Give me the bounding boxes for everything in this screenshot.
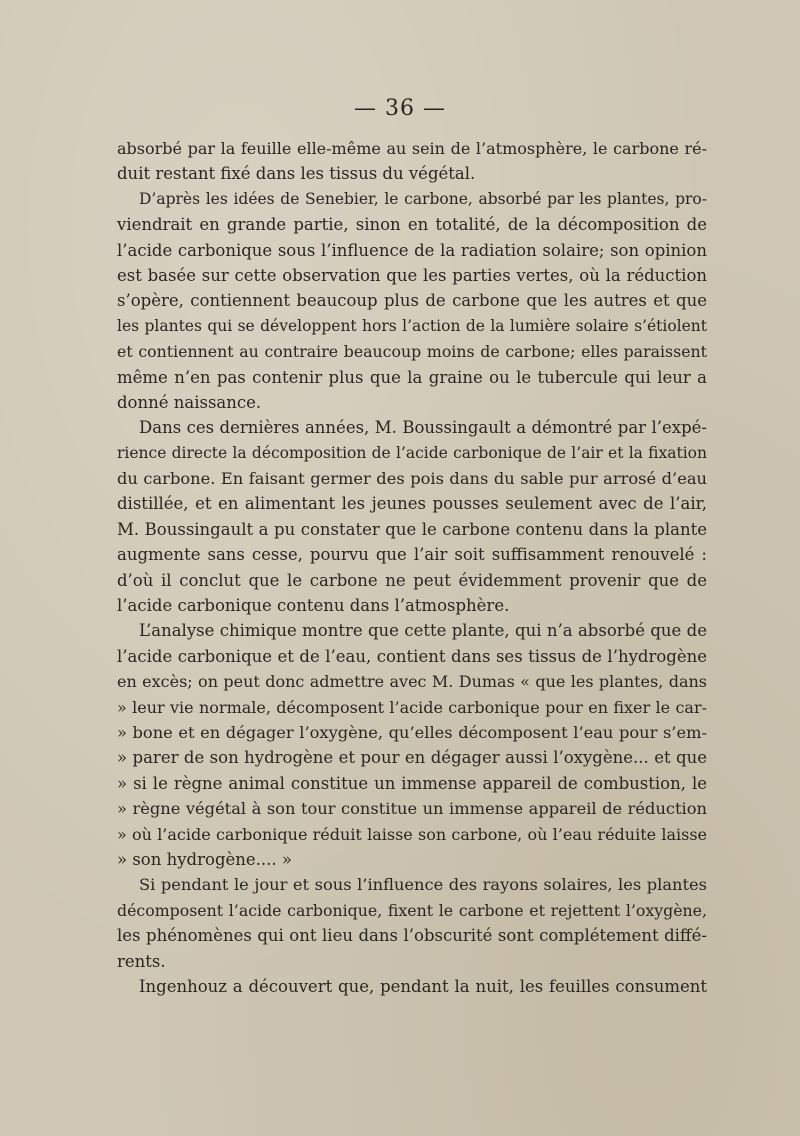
text-line: donné naissance. — [117, 392, 262, 412]
text-line: » règne végétal à son tour constitue un immense appareil de réduction — [117, 799, 707, 819]
text-line: » où l’acide carbonique réduit laisse son carbone, où l’eau réduite laisse — [117, 824, 707, 844]
text-line: D’après les idées de Senebier, le carbone, absorbé par les plantes, pro- — [139, 189, 707, 208]
text-line: Si pendant le jour et sous l’influence des rayons solaires, les plantes — [139, 875, 707, 895]
text-line: » si le règne animal constitue un immense appareil de combustion, le — [117, 773, 707, 793]
text-line: distillée, et en alimentant les jeunes pousses seulement avec de l’air, — [117, 494, 707, 514]
text-line: L’analyse chimique montre que cette plante, qui n’a absorbé que de — [139, 621, 707, 641]
text-line: augmente sans cesse, pourvu que l’air soit suffisamment renouvelé : — [117, 545, 707, 565]
text-line: l’acide carbonique et de l’eau, contient dans ses tissus de l’hydrogène — [117, 646, 707, 666]
text-line: duit restant fixé dans les tissus du végétal. — [117, 164, 476, 184]
text-line: même n’en pas contenir plus que la graine ou le tubercule qui leur a — [117, 367, 707, 387]
text-line: absorbé par la feuille elle-même au sein de l’atmosphère, le carbone ré- — [117, 139, 707, 158]
text-line: décomposent l’acide carbonique, fixent le carbone et rejettent l’oxygène, — [117, 900, 707, 920]
text-line: » son hydrogène.... » — [117, 849, 292, 869]
text-line: » parer de son hydrogène et pour en dégager aussi l’oxygène... et que — [117, 748, 707, 768]
text-line: en excès; on peut donc admettre avec M. Dumas « que les plantes, dans — [117, 672, 707, 692]
text-line: rience directe la décomposition de l’acide carbonique de l’air et la fixation — [117, 443, 707, 462]
text-line: s’opère, contiennent beaucoup plus de carbone que les autres et que — [117, 291, 707, 311]
text-line: viendrait en grande partie, sinon en totalité, de la décomposition de — [117, 215, 707, 235]
page-number: — 36 — — [354, 96, 446, 121]
text-line: du carbone. En faisant germer des pois dans du sable pur arrosé d’eau — [117, 469, 707, 489]
text-line: » bone et en dégager l’oxygène, qu’elles décomposent l’eau pour s’em- — [117, 722, 707, 742]
text-line: est basée sur cette observation que les parties vertes, où la réduction — [117, 265, 707, 285]
text-line: l’acide carbonique sous l’influence de la radiation solaire; son opinion — [117, 240, 707, 260]
text-line: d’où il conclut que le carbone ne peut évidemment provenir que de — [117, 570, 707, 590]
text-line: M. Boussingault a pu constater que le carbone contenu dans la plante — [117, 519, 707, 539]
text-line: l’acide carbonique contenu dans l’atmosphère. — [117, 596, 510, 616]
text-line: les phénomènes qui ont lieu dans l’obscurité sont complétement diffé- — [117, 926, 707, 946]
text-line: les plantes qui se développent hors l’action de la lumière solaire s’étiolent — [117, 316, 707, 335]
body-text — [117, 136, 707, 999]
text-line: » leur vie normale, décomposent l’acide carbonique pour en fixer le car- — [117, 697, 707, 717]
text-line: Dans ces dernières années, M. Boussingault a démontré par l’expé- — [139, 418, 707, 438]
text-line: rents. — [117, 951, 166, 971]
text-line: Ingenhouz a découvert que, pendant la nuit, les feuilles consument — [139, 976, 707, 996]
text-line: et contiennent au contraire beaucoup moins de carbone; elles paraissent — [117, 342, 707, 362]
